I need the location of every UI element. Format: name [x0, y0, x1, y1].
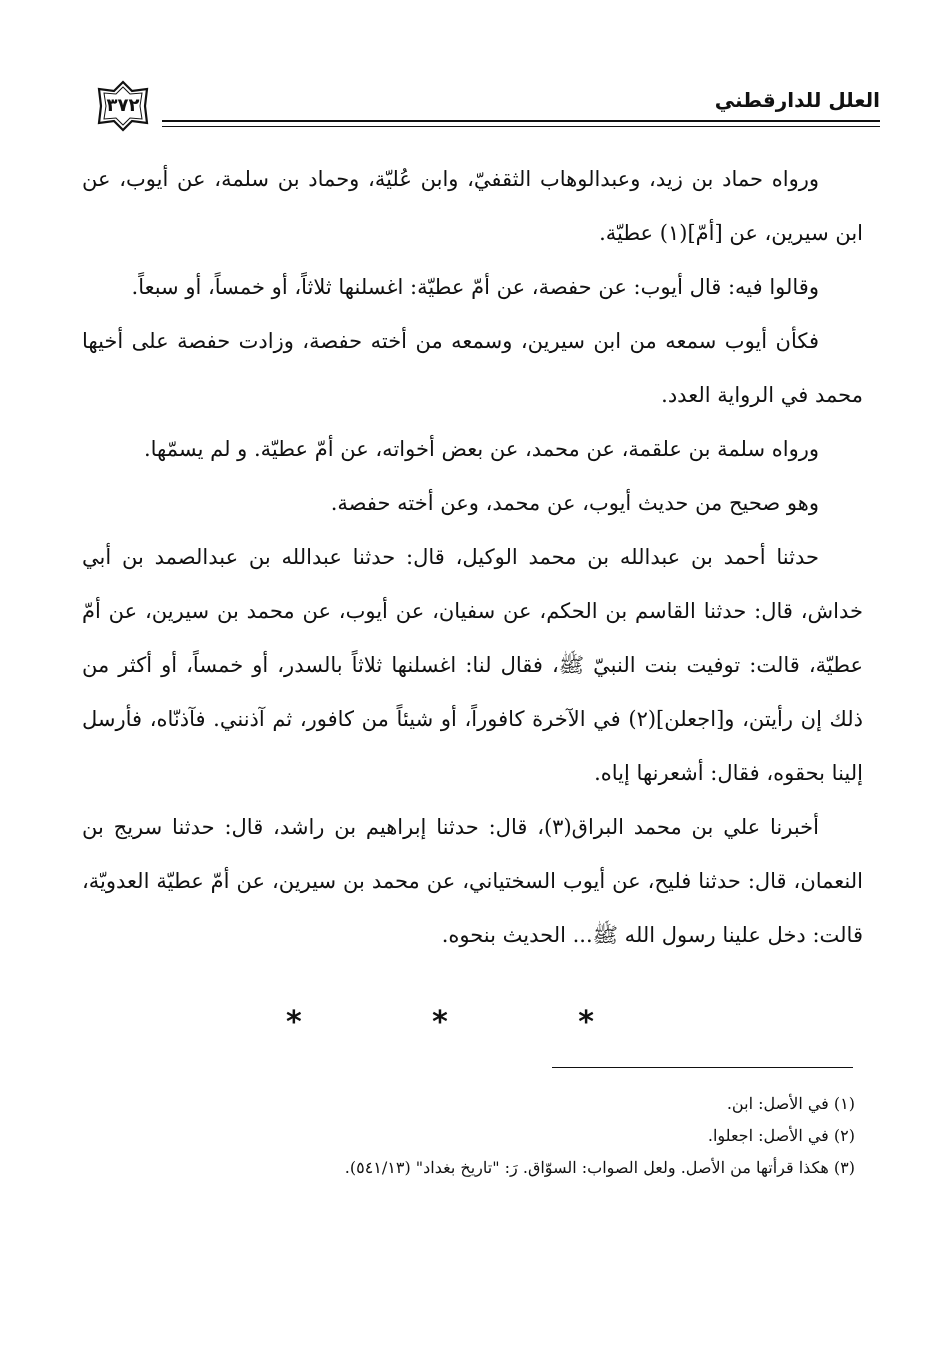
- footnotes: [200, 1088, 855, 1184]
- paragraph: أخبرنا علي بن محمد البراق(٣)، قال: حدثنا إبراهيم بن راشد، قال: حدثنا سريج بن النعمان، قال: حدثنا فليح، عن أيوب السختياني، عن محمد بن سيرين، عن أمّ عطيّة العدويّة، قالت: دخل علينا رسول الله ﷺ... الحديث بنحوه.: [82, 815, 863, 947]
- header-rule-thin: [162, 126, 880, 127]
- footnote: (١) في الأصل: ابن.: [726, 1094, 855, 1113]
- page-number: ٣٧٢: [106, 95, 140, 116]
- page-number-badge: [92, 80, 154, 132]
- paragraph: ورواه حماد بن زيد، وعبدالوهاب الثقفيّ، وابن عُليّة، وحماد بن سلمة، عن أيوب، عن ابن سيرين، عن [أمّ](١) عطيّة.: [82, 167, 863, 245]
- paragraph: فكأن أيوب سمعه من ابن سيرين، وسمعه من أخته حفصة، وزادت حفصة على أخيها محمد في الرواية العدد.: [82, 329, 863, 407]
- paragraph: وهو صحيح من حديث أيوب، عن محمد، وعن أخته حفصة.: [330, 491, 819, 515]
- header-rule: [162, 120, 880, 122]
- page-header: [92, 84, 880, 128]
- main-text: [82, 152, 863, 962]
- footnote: (٣) هكذا قرأتها من الأصل. ولعل الصواب: السوّاق. رَ: "تاريخ بغداد" (٥٤١/١٣).: [344, 1158, 855, 1177]
- paragraph: حدثنا أحمد بن عبدالله بن محمد الوكيل، قال: حدثنا عبدالله بن عبدالصمد بن أبي خداش، قال: حدثنا القاسم بن الحكم، عن سفيان، عن أيوب، عن محمد بن سيرين، عن أمّ عطيّة، قالت: توفيت بنت النبيّ ﷺ، فقال لنا: اغسلنها ثلاثاً بالسدر، أو خمساً، أو أكثر من ذلك إن رأيتن، و[اجعلن](٢) في الآخرة كافوراً، أو شيئاً من كافور، ثم آذنني. فآذنّاه، فأرسل إلينا بحقوه، فقال: أشعرنها إياه.: [82, 545, 863, 785]
- footnote: (٢) في الأصل: اجعلوا.: [707, 1126, 855, 1145]
- paragraph: ورواه سلمة بن علقمة، عن محمد، عن بعض أخواته، عن أمّ عطيّة. و لم يسمّها.: [143, 437, 819, 461]
- book-title: العلل للدارقطني: [714, 88, 880, 112]
- paragraph: وقالوا فيه: قال أيوب: عن حفصة، عن أمّ عطيّة: اغسلنها ثلاثاً، أو خمساً، أو سبعاً.: [131, 275, 819, 299]
- footnote-rule: [552, 1067, 853, 1068]
- section-separator: * * *: [286, 1005, 654, 1040]
